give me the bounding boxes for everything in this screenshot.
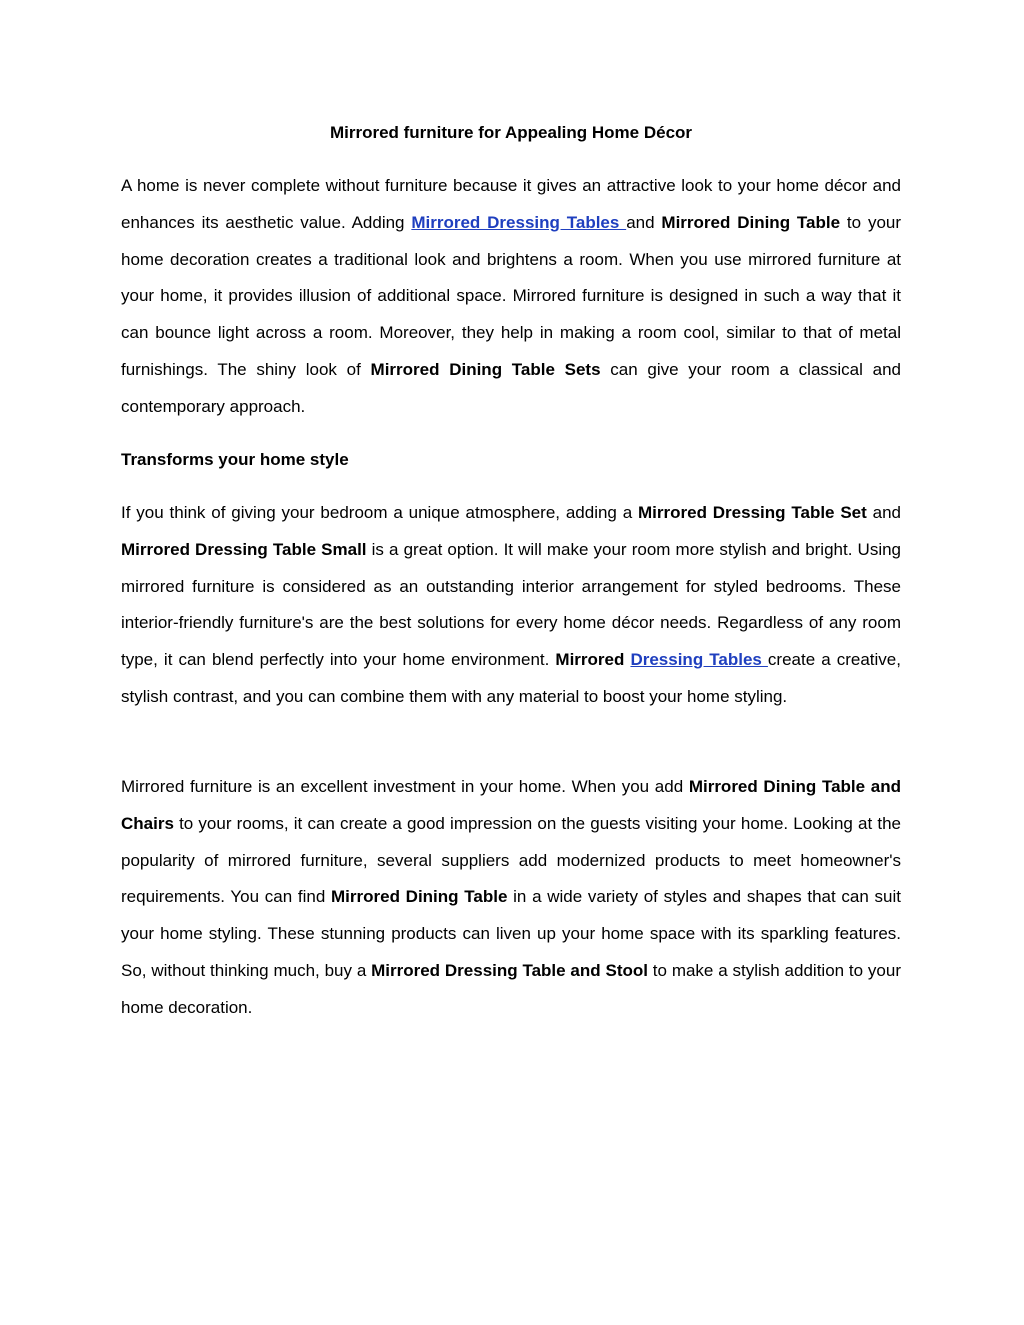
bold-keyword: Mirrored Dressing Table Small (121, 539, 367, 559)
mirrored-dressing-tables-link[interactable]: Mirrored Dressing Tables (411, 212, 627, 232)
paragraph-text: to make a stylish addition to your home decoration. (121, 960, 902, 1017)
bold-keyword: Mirrored Dining Table Sets (370, 359, 601, 379)
intro-paragraph (121, 168, 901, 426)
paragraph-text: A home is never complete without furniture because it gives an attractive look to your home décor and enhances its aesthetic value. Adding (121, 176, 901, 232)
bold-keyword: Mirrored Dressing Table Set (638, 503, 867, 522)
paragraph-text: If you think of giving your bedroom a unique atmosphere, adding a (121, 503, 638, 522)
paragraph-text: is a great option. It will make your room more stylish and bright. Using mirrored furniture is considered as an outstanding interior arrangement for styled bedrooms. These interior-friendly furniture's are the best solutions for every home décor needs. Regardless of any room type, it can blend perfectly into your home environment. (121, 539, 902, 670)
paragraph-text: and (866, 503, 901, 522)
paragraph-text: and (626, 212, 662, 232)
bold-keyword: Mirrored Dining Table (331, 887, 508, 907)
bold-keyword: Mirrored Dining Table (661, 212, 841, 232)
paragraph-text: can give your room a classical and contemporary approach. (121, 359, 901, 416)
section-heading: Transforms your home style (121, 450, 349, 469)
investment-paragraph (121, 769, 901, 1027)
paragraph-text: create a creative, stylish contrast, and you can combine them with any material to boost your home styling. (121, 650, 901, 706)
bold-keyword: Mirrored Dressing Table and Stool (371, 960, 648, 980)
paragraph-text: to your home decoration creates a traditional look and brightens a room. When you use mirrored furniture at your home, it provides illusion of additional space. Mirrored furniture is designed in such a way that it can bounce light across a room. Moreover, they help in making a room cool, similar to that of metal furnishings. The shiny look of (121, 212, 902, 379)
paragraph-text: to your rooms, it can create a good impression on the guests visiting your home. Looking at the popularity of mirrored furniture, several suppliers add modernized products to meet homeowner's requirements. You can find (121, 813, 901, 907)
paragraph-text: Mirrored furniture is an excellent investment in your home. When you add (121, 777, 689, 796)
paragraph-text: in a wide variety of styles and shapes that can suit your home styling. These stunning products can liven up your home space with its sparkling features. So, without thinking much, buy a (121, 887, 902, 980)
bold-keyword: Mirrored (555, 650, 625, 670)
document-title: Mirrored furniture for Appealing Home Décor (329, 123, 693, 142)
bold-keyword: Mirrored Dining Table and Chairs (121, 777, 901, 833)
dressing-tables-link[interactable]: Dressing Tables (630, 650, 768, 670)
bedroom-paragraph (121, 495, 901, 716)
